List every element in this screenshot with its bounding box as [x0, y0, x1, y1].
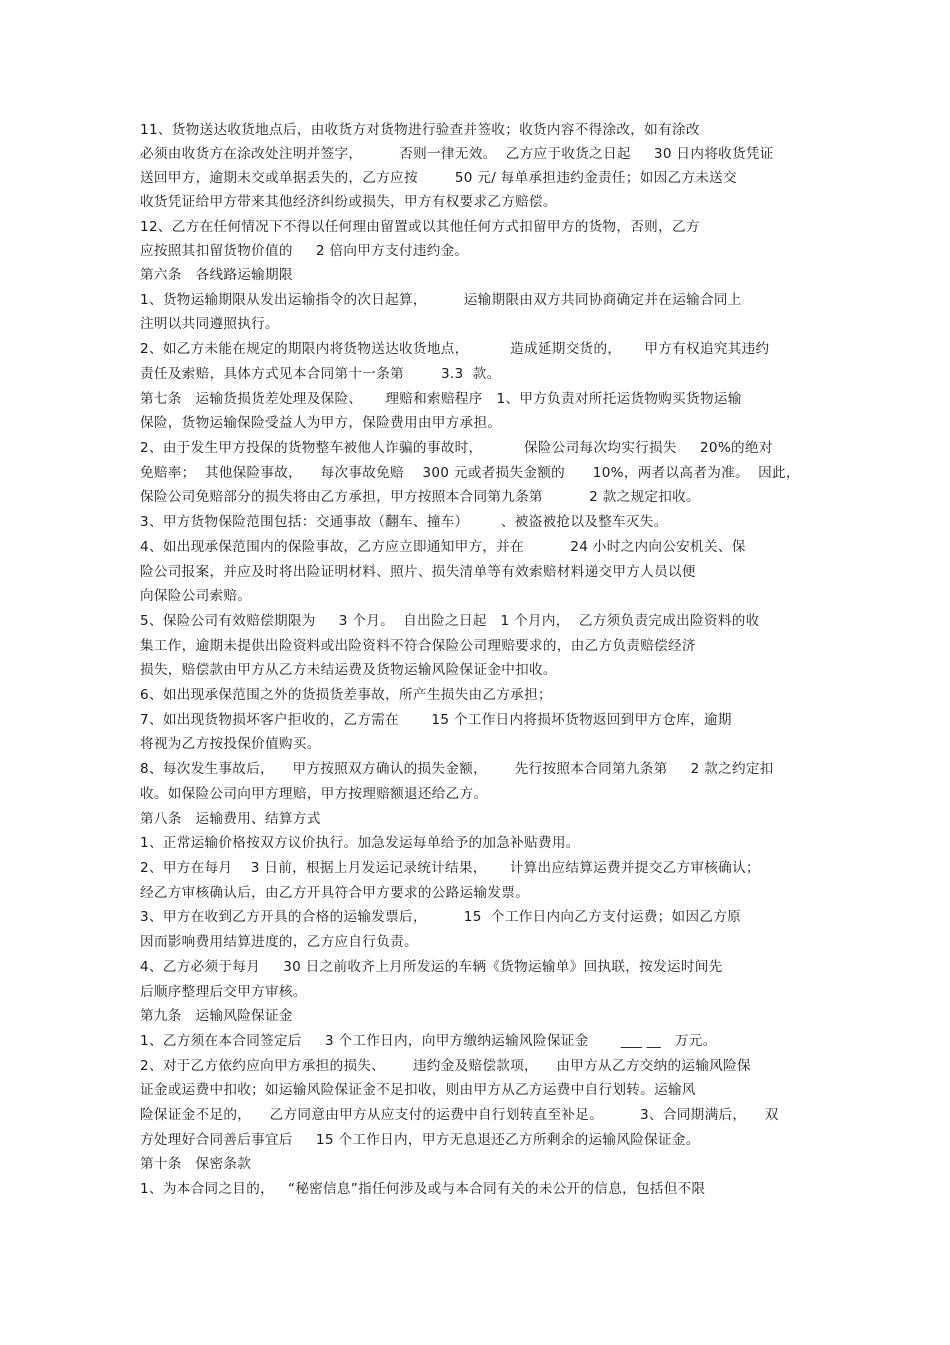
- text-line: 2、甲方在每月 3 日前，根据上月发运记录统计结果， 计算出应结算运费并提交乙方审核确认；: [140, 860, 760, 876]
- text-line: 险公司报案，并应及时将出险证明材料、照片、损失清单等有效索赔材料递交甲方人员以便: [140, 564, 696, 580]
- text-line: 5、保险公司有效赔偿期限为 3 个月。 自出险之日起 1 个月内， 乙方须负责完成出险资料的收: [140, 613, 760, 629]
- text-line: 保险公司免赔部分的损失将由乙方承担，甲方按照本合同第九条第 2 款之规定扣收。: [140, 489, 700, 505]
- text-line: 将视为乙方按投保价值购买。: [140, 736, 321, 752]
- text-line: 2、如乙方未能在规定的期限内将货物送达收货地点， 造成延期交货的， 甲方有权追究其违约: [140, 341, 770, 357]
- section-heading: 第九条 运输风险保证金: [140, 1008, 293, 1024]
- text-line: 11、货物送达收货地点后，由收货方对货物进行验查并签收；收货内容不得涂改，如有涂改: [140, 122, 700, 138]
- text-line: 保险，货物运输保险受益人为甲方，保险费用由甲方承担。: [140, 415, 502, 431]
- text-line: 1、货物运输期限从发出运输指令的次日起算， 运输期限由双方共同协商确定并在运输合同上: [140, 292, 742, 308]
- text-line: 1、乙方须在本合同签定后 3 个工作日内，向甲方缴纳运输风险保证金 ___ __ 万元。: [140, 1033, 717, 1049]
- text-line: 2、由于发生甲方投保的货物整车被他人诈骗的事故时， 保险公司每次均实行损失 20%的绝对: [140, 440, 773, 456]
- text-line: 4、乙方必须于每月 30 日之前收齐上月所发运的车辆《货物运输单》回执联，按发运时间先: [140, 959, 723, 975]
- text-line: 因而影响费用结算进度的，乙方应自行负责。: [140, 934, 418, 950]
- text-line: 应按照其扣留货物价值的 2 倍向甲方支付违约金。: [140, 243, 469, 259]
- text-line: 1、为本合同之目的， “秘密信息”指任何涉及或与本合同有关的未公开的信息，包括但不限: [140, 1181, 706, 1197]
- text-line: 3、甲方在收到乙方开具的合格的运输发票后， 15 个工作日内向乙方支付运费；如因乙方原: [140, 909, 742, 925]
- text-line: 12、乙方在任何情况下不得以任何理由留置或以其他任何方式扣留甲方的货物，否则，乙方: [140, 219, 700, 235]
- text-line: 集工作，逾期未提供出险资料或出险资料不符合保险公司理赔要求的，由乙方负责赔偿经济: [140, 638, 696, 654]
- text-line: 3、甲方货物保险范围包括：交通事故（翻车、撞车） 、被盗被抢以及整车灭失。: [140, 514, 668, 530]
- text-line: 4、如出现承保范围内的保险事故，乙方应立即通知甲方，并在 24 小时之内向公安机关、保: [140, 539, 746, 555]
- section-heading: 第八条 运输费用、结算方式: [140, 811, 321, 827]
- text-line: 方处理好合同善后事宜后 15 个工作日内，甲方无息退还乙方所剩余的运输风险保证金。: [140, 1132, 700, 1148]
- text-line: 损失，赔偿款由甲方从乙方未结运费及货物运输风险保证金中扣收。: [140, 662, 557, 678]
- text-line: 收货凭证给甲方带来其他经济纠纷或损失，甲方有权要求乙方赔偿。: [140, 194, 557, 210]
- text-line: 经乙方审核确认后，由乙方开具符合甲方要求的公路运输发票。: [140, 885, 530, 901]
- text-line: 2、对于乙方依约应向甲方承担的损失、 违约金及赔偿款项， 由甲方从乙方交纳的运输风险保: [140, 1058, 751, 1074]
- text-line: 收。如保险公司向甲方理赔，甲方按理赔额退还给乙方。: [140, 786, 488, 802]
- text-line: 注明以共同遵照执行。: [140, 316, 279, 332]
- text-line: 向保险公司索赔。: [140, 588, 252, 604]
- text-line: 1、正常运输价格按双方议价执行。加急发运每单给予的加急补贴费用。: [140, 835, 580, 851]
- text-line: 险保证金不足的， 乙方同意由甲方从应支付的运费中自行划转直至补足。 3、合同期满后， 双: [140, 1107, 779, 1123]
- text-line: 8、每次发生事故后， 甲方按照双方确认的损失金额， 先行按照本合同第九条第 2 款之约定扣: [140, 761, 774, 777]
- section-heading: 第六条 各线路运输期限: [140, 267, 293, 283]
- text-line: 7、如出现货物损坏客户拒收的，乙方需在 15 个工作日内将损坏货物返回到甲方仓库，逾期: [140, 712, 732, 728]
- text-line: 证金或运费中扣收；如运输风险保证金不足扣收，则由甲方从乙方运费中自行划转。运输风: [140, 1082, 696, 1098]
- text-line: 必须由收货方在涂改处注明并签字， 否则一律无效。 乙方应于收货之日起 30 日内将收货凭证: [140, 146, 774, 162]
- text-line: 责任及索赔，具体方式见本合同第十一条第 3.3 款。: [140, 366, 501, 382]
- text-line: 后顺序整理后交甲方审核。: [140, 984, 307, 1000]
- text-line: 免赔率； 其他保险事故， 每次事故免赔 300 元或者损失金额的 10%，两者以高者为准。 因此，: [140, 465, 800, 481]
- text-line: 6、如出现承保范围之外的货损货差事故，所产生损失由乙方承担；: [140, 687, 552, 703]
- section-heading: 第十条 保密条款: [140, 1156, 252, 1172]
- section-heading: 第七条 运输货损货差处理及保险、 理赔和索赔程序 1、甲方负责对所托运货物购买货物运输: [140, 391, 742, 407]
- text-line: 送回甲方，逾期未交或单据丢失的，乙方应按 50 元/ 每单承担违约金责任；如因乙方未送交: [140, 170, 737, 186]
